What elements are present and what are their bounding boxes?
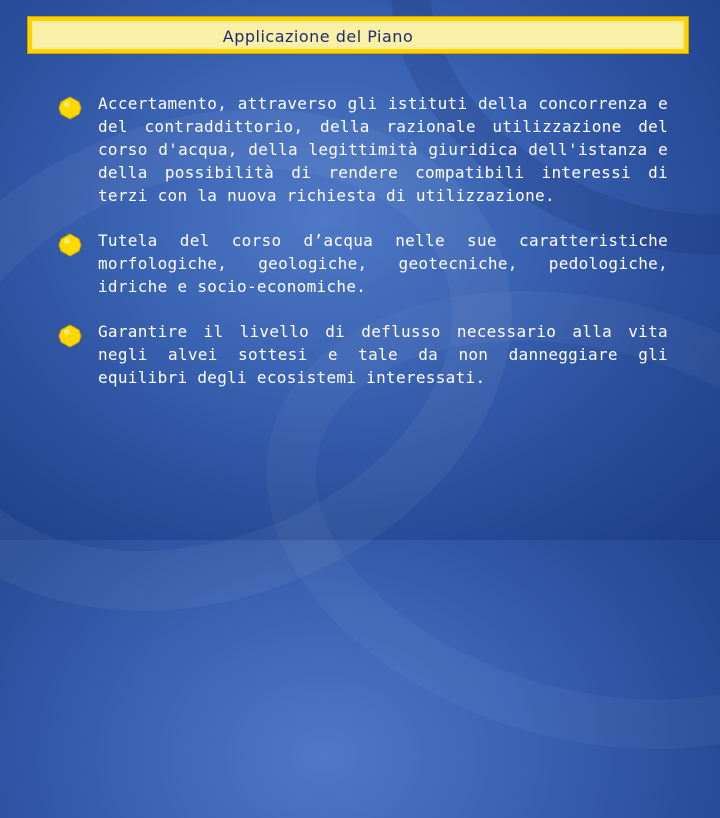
bullet-item <box>58 320 668 389</box>
title-bar <box>28 17 688 53</box>
yellow-circle-bullet-icon <box>58 96 82 120</box>
bullet-item <box>58 92 668 207</box>
bullet-item <box>58 229 668 298</box>
bullet-list <box>58 92 668 411</box>
slide-title: Applicazione del Piano <box>222 27 414 46</box>
bullet-text: Garantire il livello di deflusso necessario alla vita negli alvei sottesi e tale da non danneggiare gli equilibri degli ecosistemi interessati. <box>98 322 668 387</box>
yellow-circle-bullet-icon <box>58 324 82 348</box>
bullet-text: Accertamento, attraverso gli istituti della concorrenza e del contraddittorio, della razionale utilizzazione del corso d'acqua, della legittimità giuridica dell'istanza e della possibilità di rendere compatibili interessi di terzi con la nuova richiesta di utilizzazione. <box>98 94 668 205</box>
bullet-text: Tutela del corso d’acqua nelle sue caratteristiche morfologiche, geologiche, geotecniche, pedologiche, idriche e socio-economiche. <box>98 231 668 296</box>
yellow-circle-bullet-icon <box>58 233 82 257</box>
